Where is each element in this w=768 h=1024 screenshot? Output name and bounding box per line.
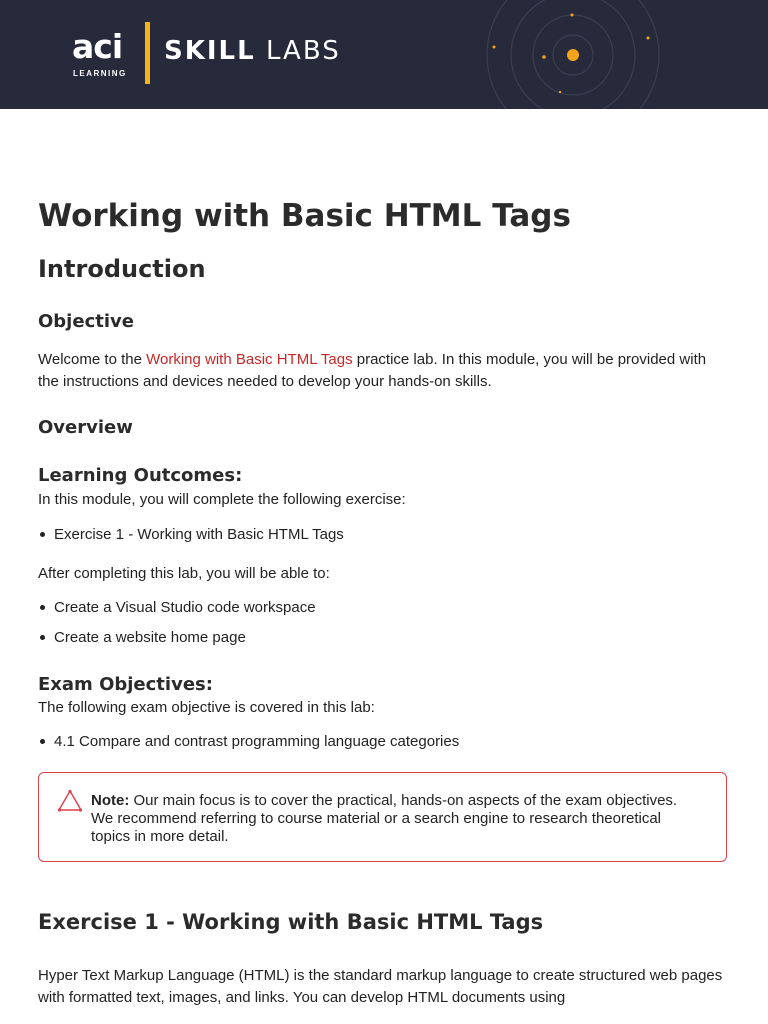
introduction-heading: Introduction	[38, 255, 206, 283]
lab-title-link[interactable]: Working with Basic HTML Tags	[146, 351, 353, 368]
exam-objectives-heading: Exam Objectives:	[38, 674, 213, 695]
aci-logo: aci	[72, 27, 123, 66]
exam-objective-item: 4.1 Compare and contrast programming language categories	[54, 733, 460, 750]
list-item	[38, 597, 316, 619]
labs-label: LABS	[265, 36, 341, 66]
note-callout	[38, 772, 727, 862]
learning-outcomes-heading: Learning Outcomes:	[38, 465, 243, 486]
skill-labs-logo	[164, 38, 341, 64]
list-item	[38, 731, 459, 753]
bullet-icon	[40, 532, 45, 537]
note-text	[91, 792, 691, 846]
exam-intro: The following exam objective is covered in this lab:	[38, 699, 375, 716]
logo-divider	[145, 22, 150, 84]
exercise-paragraph: Hyper Text Markup Language (HTML) is the standard markup language to create structured web pages with formatted text, images, and links. You can develop HTML documents using	[38, 967, 723, 1006]
overview-heading: Overview	[38, 417, 133, 438]
bullet-icon	[40, 635, 45, 640]
exercise-item: Exercise 1 - Working with Basic HTML Tags	[54, 526, 344, 543]
warning-triangle-icon	[57, 789, 83, 813]
note-label: Note:	[91, 792, 130, 809]
note-body: Our main focus is to cover the practical, hands-on aspects of the exam objectives. We recommend referring to course material or a search engine to research theoretical topics in more detail.	[91, 792, 678, 845]
after-completing-text: After completing this lab, you will be able to:	[38, 565, 330, 582]
skill-label: SKILL	[164, 36, 256, 66]
exercise-heading: Exercise 1 - Working with Basic HTML Tags	[38, 910, 544, 934]
bullet-icon	[40, 739, 45, 744]
page-title: Working with Basic HTML Tags	[38, 198, 571, 234]
objective-heading: Objective	[38, 311, 134, 332]
outcomes-intro: In this module, you will complete the following exercise:	[38, 491, 406, 508]
bullet-icon	[40, 605, 45, 610]
objective-paragraph	[38, 349, 730, 393]
objective-text-post: practice lab. In this module, you will be provided with the instructions and devices needed to develop your hands-on skills.	[38, 351, 707, 390]
orbit-decoration-icon	[460, 0, 768, 109]
aci-learning-label: LEARNING	[73, 69, 127, 78]
header-banner	[0, 0, 768, 109]
list-item	[38, 627, 246, 649]
objective-text-pre: Welcome to the	[38, 351, 147, 368]
ability-item: Create a Visual Studio code workspace	[54, 599, 316, 616]
list-item	[38, 524, 344, 546]
ability-item: Create a website home page	[54, 629, 246, 646]
